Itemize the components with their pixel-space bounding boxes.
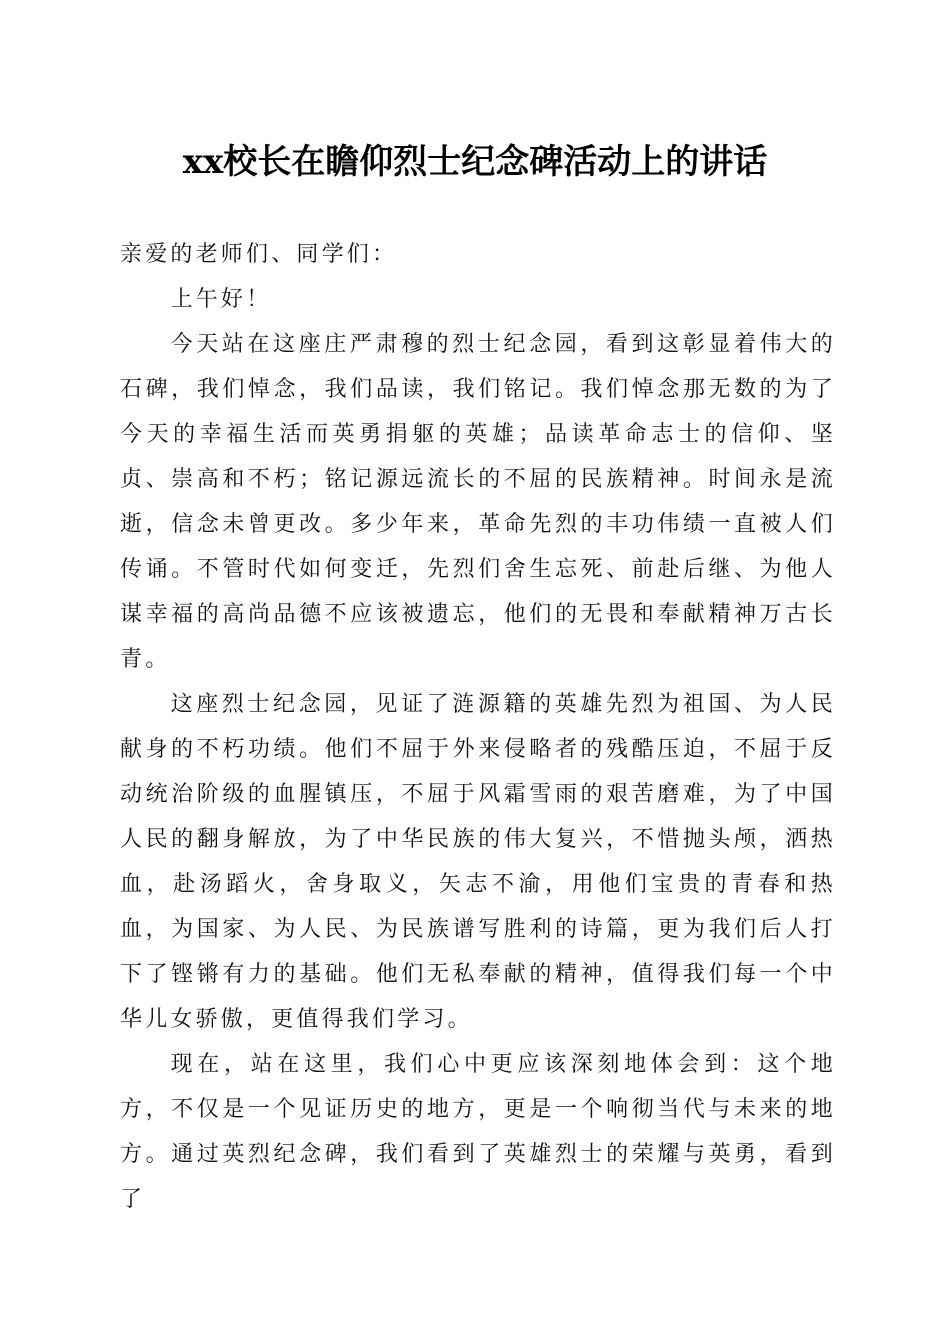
salutation: 亲爱的老师们、同学们：: [120, 242, 398, 267]
greeting: 上午好！: [170, 287, 272, 312]
paragraph-1: 今天站在这座庄严肃穆的烈士纪念园，看到这彰显着伟大的石碑，我们悼念，我们品读，我们铭记。我们悼念那无数的为了今天的幸福生活而英勇捐躯的英雄；品读革命志士的信仰、坚贞、崇高和不朽；铭记源远流长的不屈的民族精神。时间永是流逝，信念未曾更改。多少年来，革命先烈的丰功伟绩一直被人们传诵。不管时代如何变迁，先烈们舍生忘死、前赴后继、为他人谋幸福的高尚品德不应该被遗忘，他们的无畏和奉献精神万古长青。: [120, 332, 836, 672]
paragraph-3: 现在，站在这里，我们心中更应该深刻地体会到：这个地方，不仅是一个见证历史的地方，更是一个响彻当代与未来的地方。通过英烈纪念碑，我们看到了英雄烈士的荣耀与英勇，看到了: [120, 1052, 836, 1212]
document-title: xx校长在瞻仰烈士纪念碑活动上的讲话: [182, 142, 768, 182]
document-body: [120, 232, 836, 1222]
paragraph-2: 这座烈士纪念园，见证了涟源籍的英雄先烈为祖国、为人民献身的不朽功绩。他们不屈于外来侵略者的残酷压迫，不屈于反动统治阶级的血腥镇压，不屈于风霜雪雨的艰苦磨难，为了中国人民的翻身解放，为了中华民族的伟大复兴，不惜抛头颅，洒热血，赴汤蹈火，舍身取义，矢志不渝，用他们宝贵的青春和热血，为国家、为人民、为民族谱写胜利的诗篇，更为我们后人打下了铿锵有力的基础。他们无私奉献的精神，值得我们每一个中华儿女骄傲，更值得我们学习。: [120, 692, 836, 1032]
